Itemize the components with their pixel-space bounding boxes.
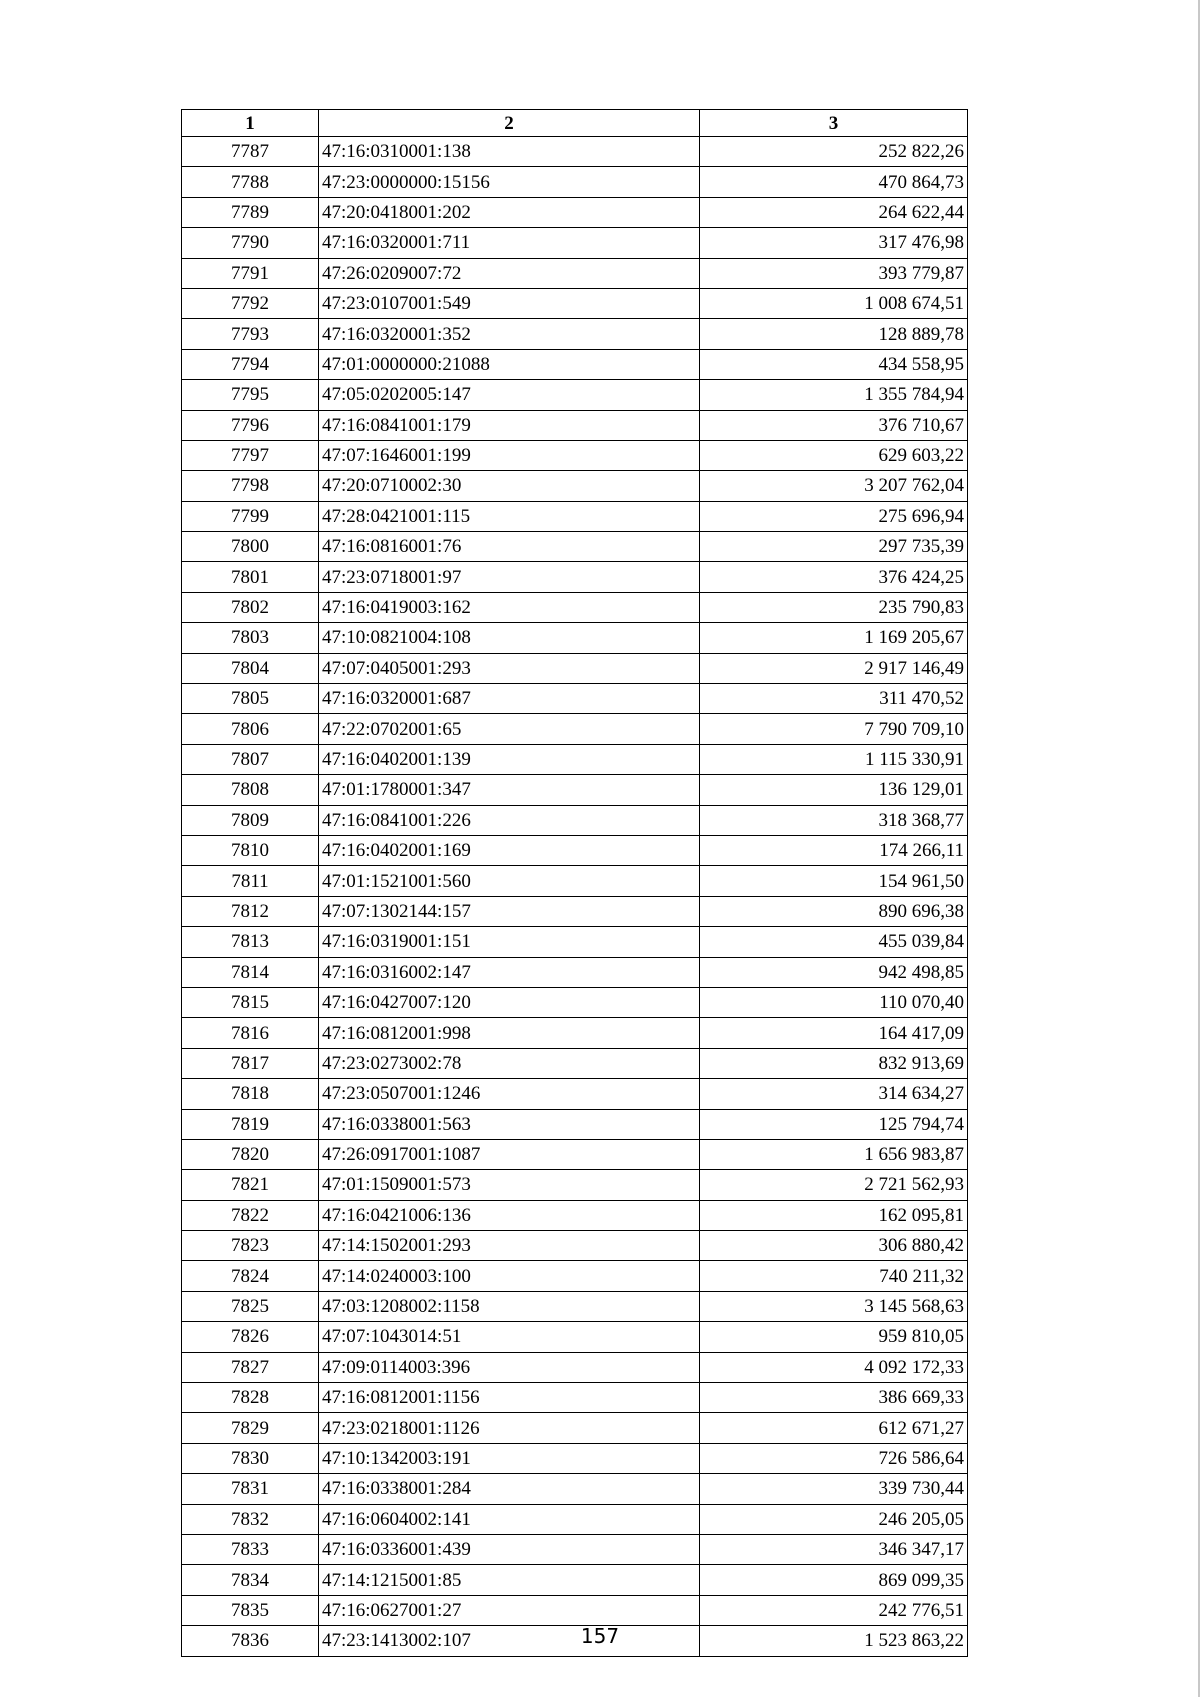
cadastral-number: 47:23:0507001:1246 xyxy=(319,1079,700,1109)
table-row xyxy=(182,1231,968,1261)
column-header-2: 2 xyxy=(319,110,700,137)
table-row xyxy=(182,866,968,896)
table-row xyxy=(182,228,968,258)
row-number: 7812 xyxy=(182,896,319,926)
cadastral-number: 47:01:1509001:573 xyxy=(319,1170,700,1200)
row-number: 7816 xyxy=(182,1018,319,1048)
row-number: 7829 xyxy=(182,1413,319,1443)
cadastral-value: 629 603,22 xyxy=(700,440,968,470)
cadastral-value: 3 207 762,04 xyxy=(700,471,968,501)
table-row xyxy=(182,1200,968,1230)
cadastral-number: 47:16:0316002:147 xyxy=(319,957,700,987)
row-number: 7801 xyxy=(182,562,319,592)
row-number: 7810 xyxy=(182,835,319,865)
table-row xyxy=(182,1413,968,1443)
cadastral-number: 47:16:0812001:998 xyxy=(319,1018,700,1048)
cadastral-value: 376 424,25 xyxy=(700,562,968,592)
cadastral-value: 2 721 562,93 xyxy=(700,1170,968,1200)
row-number: 7828 xyxy=(182,1383,319,1413)
cadastral-value: 110 070,40 xyxy=(700,987,968,1017)
row-number: 7792 xyxy=(182,288,319,318)
cadastral-value: 162 095,81 xyxy=(700,1200,968,1230)
table-row xyxy=(182,1383,968,1413)
table-row xyxy=(182,1504,968,1534)
row-number: 7790 xyxy=(182,228,319,258)
cadastral-value: 136 129,01 xyxy=(700,775,968,805)
table-row xyxy=(182,1170,968,1200)
row-number: 7804 xyxy=(182,653,319,683)
row-number: 7795 xyxy=(182,380,319,410)
row-number: 7815 xyxy=(182,987,319,1017)
cadastral-value: 314 634,27 xyxy=(700,1079,968,1109)
table-row xyxy=(182,288,968,318)
cadastral-value: 1 523 863,22 xyxy=(700,1626,968,1656)
table-row xyxy=(182,137,968,167)
cadastral-number: 47:16:0319001:151 xyxy=(319,927,700,957)
table-row xyxy=(182,1443,968,1473)
row-number: 7805 xyxy=(182,684,319,714)
cadastral-number: 47:16:0841001:226 xyxy=(319,805,700,835)
cadastral-value: 317 476,98 xyxy=(700,228,968,258)
cadastral-number: 47:16:0402001:169 xyxy=(319,835,700,865)
cadastral-number: 47:01:1780001:347 xyxy=(319,775,700,805)
table-row xyxy=(182,714,968,744)
table-row xyxy=(182,805,968,835)
cadastral-number: 47:16:0338001:284 xyxy=(319,1474,700,1504)
row-number: 7836 xyxy=(182,1626,319,1656)
table-row xyxy=(182,167,968,197)
cadastral-value: 128 889,78 xyxy=(700,319,968,349)
table-body xyxy=(182,137,968,1657)
cadastral-value-table xyxy=(181,109,968,1657)
cadastral-number: 47:16:0320001:352 xyxy=(319,319,700,349)
table-row xyxy=(182,684,968,714)
header-row xyxy=(182,110,968,137)
cadastral-value: 7 790 709,10 xyxy=(700,714,968,744)
table-row xyxy=(182,653,968,683)
table-row xyxy=(182,1565,968,1595)
cadastral-number: 47:26:0209007:72 xyxy=(319,258,700,288)
cadastral-value: 174 266,11 xyxy=(700,835,968,865)
cadastral-value: 154 961,50 xyxy=(700,866,968,896)
row-number: 7796 xyxy=(182,410,319,440)
row-number: 7791 xyxy=(182,258,319,288)
table-row xyxy=(182,410,968,440)
row-number: 7799 xyxy=(182,501,319,531)
cadastral-value: 393 779,87 xyxy=(700,258,968,288)
cadastral-number: 47:03:1208002:1158 xyxy=(319,1291,700,1321)
table-row xyxy=(182,744,968,774)
row-number: 7823 xyxy=(182,1231,319,1261)
table-row xyxy=(182,258,968,288)
row-number: 7819 xyxy=(182,1109,319,1139)
cadastral-number: 47:16:0320001:711 xyxy=(319,228,700,258)
cadastral-value: 2 917 146,49 xyxy=(700,653,968,683)
cadastral-number: 47:07:0405001:293 xyxy=(319,653,700,683)
table-row xyxy=(182,197,968,227)
cadastral-number: 47:23:0107001:549 xyxy=(319,288,700,318)
cadastral-value: 125 794,74 xyxy=(700,1109,968,1139)
cadastral-number: 47:09:0114003:396 xyxy=(319,1352,700,1382)
cadastral-number: 47:28:0421001:115 xyxy=(319,501,700,531)
row-number: 7830 xyxy=(182,1443,319,1473)
row-number: 7800 xyxy=(182,532,319,562)
cadastral-value: 235 790,83 xyxy=(700,592,968,622)
cadastral-number: 47:22:0702001:65 xyxy=(319,714,700,744)
table-row xyxy=(182,1079,968,1109)
table-row xyxy=(182,1109,968,1139)
cadastral-number: 47:14:1215001:85 xyxy=(319,1565,700,1595)
cadastral-number: 47:10:0821004:108 xyxy=(319,623,700,653)
cadastral-number: 47:23:0273002:78 xyxy=(319,1048,700,1078)
row-number: 7822 xyxy=(182,1200,319,1230)
cadastral-value: 164 417,09 xyxy=(700,1018,968,1048)
cadastral-value: 1 115 330,91 xyxy=(700,744,968,774)
table-row xyxy=(182,1595,968,1625)
table-row xyxy=(182,1048,968,1078)
cadastral-value: 434 558,95 xyxy=(700,349,968,379)
cadastral-number: 47:16:0627001:27 xyxy=(319,1595,700,1625)
cadastral-value: 470 864,73 xyxy=(700,167,968,197)
cadastral-number: 47:23:0218001:1126 xyxy=(319,1413,700,1443)
table-row xyxy=(182,440,968,470)
table-row xyxy=(182,501,968,531)
cadastral-value: 1 008 674,51 xyxy=(700,288,968,318)
table-header xyxy=(182,110,968,137)
cadastral-value: 242 776,51 xyxy=(700,1595,968,1625)
row-number: 7789 xyxy=(182,197,319,227)
table-row xyxy=(182,1534,968,1564)
cadastral-value: 246 205,05 xyxy=(700,1504,968,1534)
table-row xyxy=(182,349,968,379)
row-number: 7808 xyxy=(182,775,319,805)
cadastral-number: 47:01:0000000:21088 xyxy=(319,349,700,379)
row-number: 7826 xyxy=(182,1322,319,1352)
row-number: 7820 xyxy=(182,1139,319,1169)
cadastral-number: 47:16:0841001:179 xyxy=(319,410,700,440)
page-number: 157 xyxy=(580,1624,620,1648)
cadastral-value: 942 498,85 xyxy=(700,957,968,987)
cadastral-number: 47:20:0418001:202 xyxy=(319,197,700,227)
cadastral-value: 386 669,33 xyxy=(700,1383,968,1413)
cadastral-value: 264 622,44 xyxy=(700,197,968,227)
cadastral-value: 376 710,67 xyxy=(700,410,968,440)
cadastral-number: 47:07:1646001:199 xyxy=(319,440,700,470)
row-number: 7813 xyxy=(182,927,319,957)
table-row xyxy=(182,1352,968,1382)
row-number: 7833 xyxy=(182,1534,319,1564)
table-row xyxy=(182,319,968,349)
cadastral-value: 311 470,52 xyxy=(700,684,968,714)
cadastral-value: 297 735,39 xyxy=(700,532,968,562)
table-row xyxy=(182,1139,968,1169)
cadastral-value: 1 355 784,94 xyxy=(700,380,968,410)
cadastral-number: 47:16:0816001:76 xyxy=(319,532,700,562)
row-number: 7824 xyxy=(182,1261,319,1291)
row-number: 7831 xyxy=(182,1474,319,1504)
table-row xyxy=(182,896,968,926)
cadastral-number: 47:16:0812001:1156 xyxy=(319,1383,700,1413)
table-row xyxy=(182,927,968,957)
row-number: 7793 xyxy=(182,319,319,349)
row-number: 7817 xyxy=(182,1048,319,1078)
row-number: 7821 xyxy=(182,1170,319,1200)
row-number: 7807 xyxy=(182,744,319,774)
row-number: 7787 xyxy=(182,137,319,167)
row-number: 7797 xyxy=(182,440,319,470)
cadastral-value: 869 099,35 xyxy=(700,1565,968,1595)
cadastral-number: 47:23:1413002:107 xyxy=(319,1626,700,1656)
cadastral-number: 47:16:0419003:162 xyxy=(319,592,700,622)
row-number: 7806 xyxy=(182,714,319,744)
row-number: 7803 xyxy=(182,623,319,653)
cadastral-value: 346 347,17 xyxy=(700,1534,968,1564)
row-number: 7814 xyxy=(182,957,319,987)
cadastral-number: 47:01:1521001:560 xyxy=(319,866,700,896)
row-number: 7798 xyxy=(182,471,319,501)
cadastral-value: 306 880,42 xyxy=(700,1231,968,1261)
cadastral-number: 47:23:0000000:15156 xyxy=(319,167,700,197)
table-row xyxy=(182,1322,968,1352)
cadastral-number: 47:16:0336001:439 xyxy=(319,1534,700,1564)
row-number: 7834 xyxy=(182,1565,319,1595)
cadastral-value: 1 169 205,67 xyxy=(700,623,968,653)
table-row xyxy=(182,471,968,501)
table-row xyxy=(182,835,968,865)
row-number: 7827 xyxy=(182,1352,319,1382)
cadastral-number: 47:07:1043014:51 xyxy=(319,1322,700,1352)
cadastral-value: 339 730,44 xyxy=(700,1474,968,1504)
cadastral-value: 3 145 568,63 xyxy=(700,1291,968,1321)
cadastral-value: 726 586,64 xyxy=(700,1443,968,1473)
cadastral-number: 47:16:0320001:687 xyxy=(319,684,700,714)
cadastral-number: 47:16:0402001:139 xyxy=(319,744,700,774)
cadastral-value: 4 092 172,33 xyxy=(700,1352,968,1382)
cadastral-value: 275 696,94 xyxy=(700,501,968,531)
cadastral-value: 959 810,05 xyxy=(700,1322,968,1352)
row-number: 7835 xyxy=(182,1595,319,1625)
cadastral-number: 47:14:1502001:293 xyxy=(319,1231,700,1261)
cadastral-number: 47:07:1302144:157 xyxy=(319,896,700,926)
cadastral-number: 47:16:0421006:136 xyxy=(319,1200,700,1230)
table-row xyxy=(182,592,968,622)
table-row xyxy=(182,1474,968,1504)
cadastral-value: 318 368,77 xyxy=(700,805,968,835)
cadastral-value: 612 671,27 xyxy=(700,1413,968,1443)
row-number: 7818 xyxy=(182,1079,319,1109)
row-number: 7802 xyxy=(182,592,319,622)
cadastral-number: 47:26:0917001:1087 xyxy=(319,1139,700,1169)
cadastral-value: 890 696,38 xyxy=(700,896,968,926)
row-number: 7825 xyxy=(182,1291,319,1321)
cadastral-number: 47:16:0310001:138 xyxy=(319,137,700,167)
cadastral-number: 47:16:0338001:563 xyxy=(319,1109,700,1139)
cadastral-number: 47:16:0427007:120 xyxy=(319,987,700,1017)
row-number: 7811 xyxy=(182,866,319,896)
table-row xyxy=(182,987,968,1017)
column-header-1: 1 xyxy=(182,110,319,137)
cadastral-value: 252 822,26 xyxy=(700,137,968,167)
row-number: 7809 xyxy=(182,805,319,835)
table-row xyxy=(182,1291,968,1321)
table-row xyxy=(182,532,968,562)
cadastral-value: 455 039,84 xyxy=(700,927,968,957)
row-number: 7832 xyxy=(182,1504,319,1534)
table-row xyxy=(182,623,968,653)
cadastral-number: 47:23:0718001:97 xyxy=(319,562,700,592)
cadastral-number: 47:20:0710002:30 xyxy=(319,471,700,501)
table-row xyxy=(182,1018,968,1048)
table-row xyxy=(182,562,968,592)
cadastral-number: 47:16:0604002:141 xyxy=(319,1504,700,1534)
cadastral-number: 47:10:1342003:191 xyxy=(319,1443,700,1473)
table-row xyxy=(182,380,968,410)
cadastral-value: 1 656 983,87 xyxy=(700,1139,968,1169)
row-number: 7794 xyxy=(182,349,319,379)
table-row xyxy=(182,957,968,987)
table-row xyxy=(182,775,968,805)
table-row xyxy=(182,1261,968,1291)
cadastral-value: 740 211,32 xyxy=(700,1261,968,1291)
row-number: 7788 xyxy=(182,167,319,197)
cadastral-value: 832 913,69 xyxy=(700,1048,968,1078)
column-header-3: 3 xyxy=(700,110,968,137)
cadastral-number: 47:05:0202005:147 xyxy=(319,380,700,410)
cadastral-number: 47:14:0240003:100 xyxy=(319,1261,700,1291)
